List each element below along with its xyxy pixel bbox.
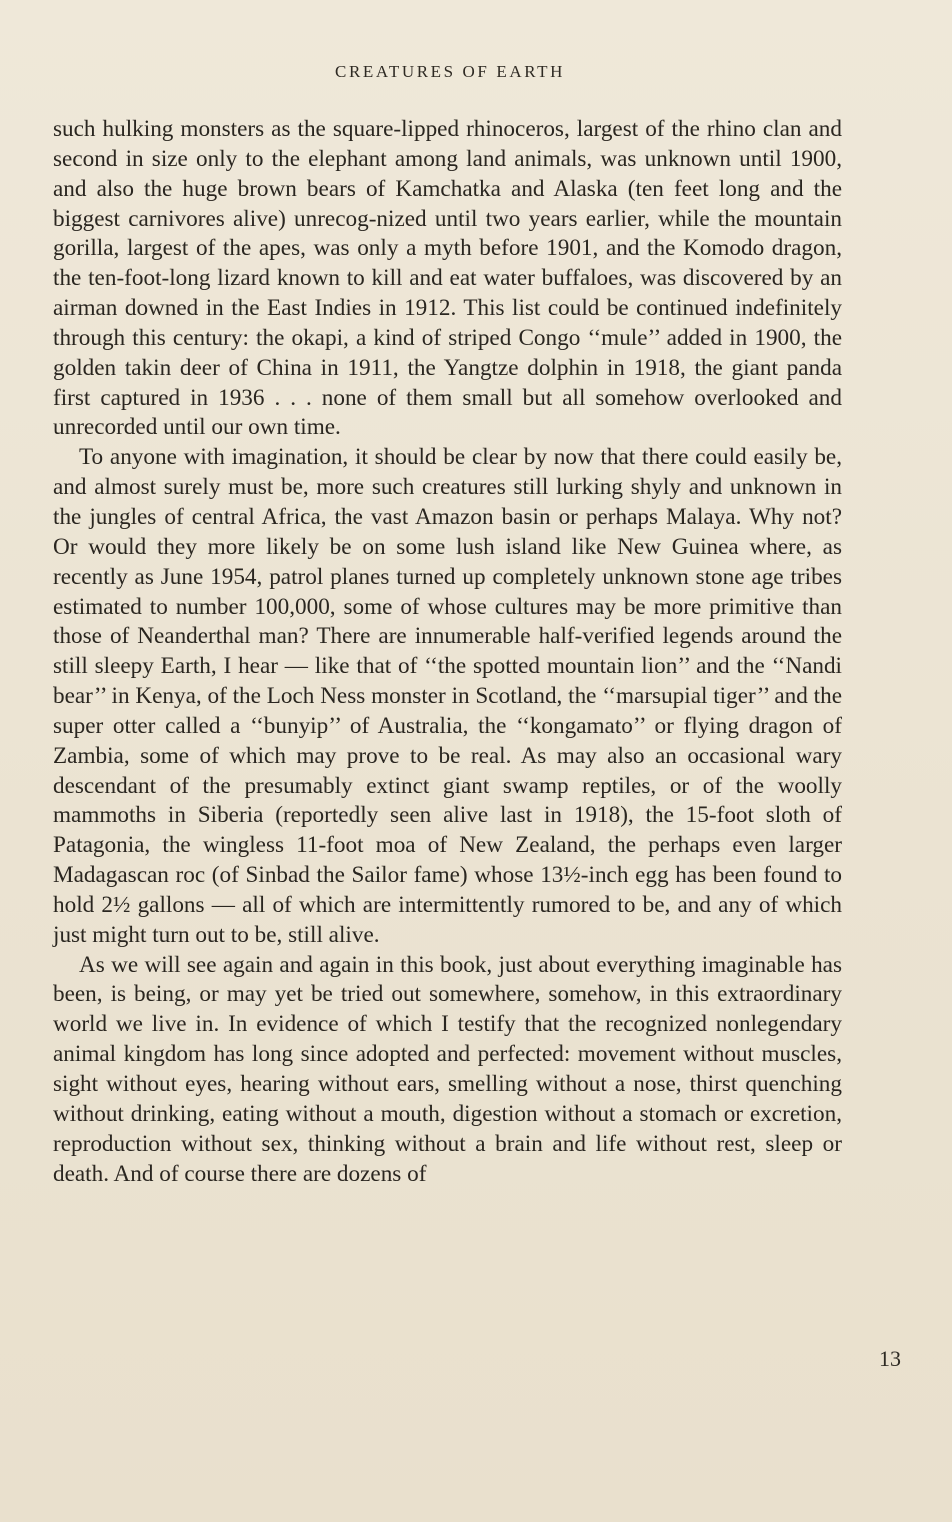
paragraph-2: To anyone with imagination, it should be clear by now that there could easily be, and almost surely must be, more such creatures still lurking shyly and unknown in the jungles of central Africa, the vast Amazon basin or perhaps Malaya. Why not? Or would they more likely be on some lush island like New Guinea where, as recently as June 1954, patrol planes turned up completely unknown stone age tribes estimated to number 100,000, some of whose cultures may be more primitive than those of Neanderthal man? There are innumerable half-verified legends around the still sleepy Earth, I hear — like that of ‘‘the spotted mountain lion’’ and the ‘‘Nandi bear’’ in Kenya, of the Loch Ness monster in Scotland, the ‘‘marsupial tiger’’ and the super otter called a ‘‘bunyip’’ of Australia, the ‘‘kongamato’’ or flying dragon of Zambia, some of which may prove to be real. As may also an occasional wary descendant of the presumably extinct giant swamp reptiles, or of the woolly mammoths in Siberia (reportedly seen alive last in 1918), the 15-foot sloth of Patagonia, the wingless 11-foot moa of New Zealand, the perhaps even larger Madagascan roc (of Sinbad the Sailor fame) whose 13½-inch egg has been found to hold 2½ gallons — all of which are intermittently rumored to be, and any of which just might turn out to be, still alive. [53,444,842,948]
page-number: 13 [879,1346,901,1371]
body-text [53,115,842,1189]
paragraph-3: As we will see again and again in this book, just about everything imaginable has been, is being, or may yet be tried out somewhere, somehow, in this extraordinary world we live in. In evidence of which I testify that the recognized nonlegendary animal kingdom has long since adopted and perfected: movement without muscles, sight without eyes, hearing without ears, smelling without a nose, thirst quenching without drinking, eating without a mouth, digestion without a stomach or excretion, reproduction without sex, thinking without a brain and life without rest, sleep or death. And of course there are dozens of [53,951,842,1187]
paragraph-1: such hulking monsters as the square-lipped rhinoceros, largest of the rhino clan and second in size only to the elephant among land animals, was unknown until 1900, and also the huge brown bears of Kamchatka and Alaska (ten feet long and the biggest carnivores alive) unrecog-nized until two years earlier, while the mountain gorilla, largest of the apes, was only a myth before 1901, and the Komodo dragon, the ten-foot-long lizard known to kill and eat water buffaloes, was discovered by an airman downed in the East Indies in 1912. This list could be continued indefinitely through this century: the okapi, a kind of striped Congo ‘‘mule’’ added in 1900, the golden takin deer of China in 1911, the Yangtze dolphin in 1918, the giant panda first captured in 1936 . . . none of them small but all somehow overlooked and unrecorded until our own time. [53,116,842,441]
running-head: CREATURES OF EARTH [335,62,565,81]
